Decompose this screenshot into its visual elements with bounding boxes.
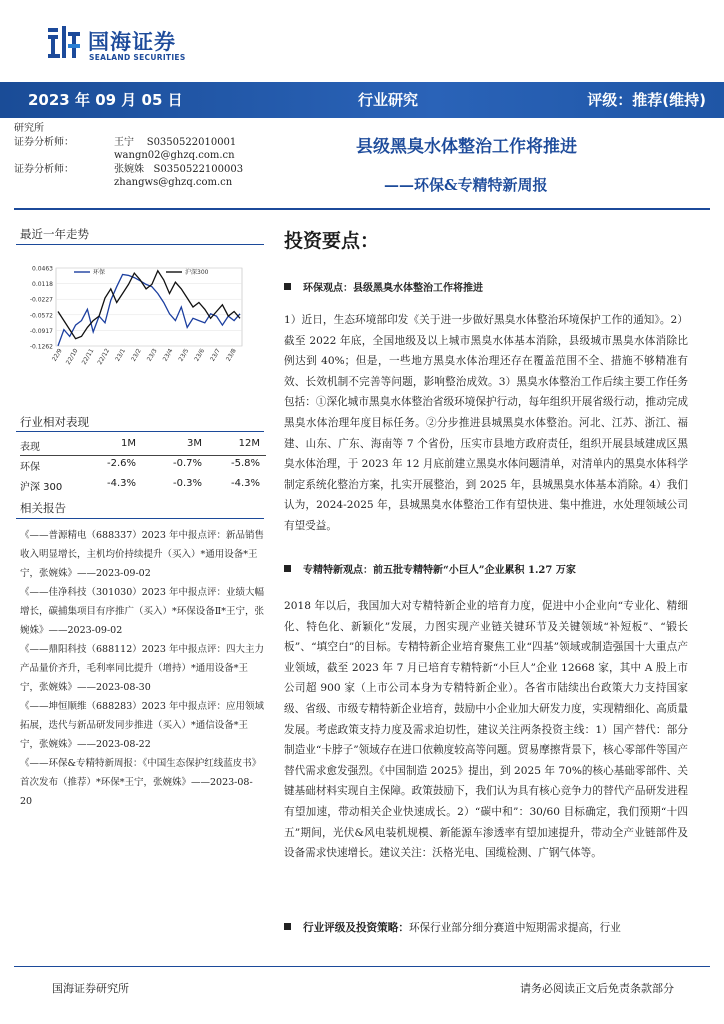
chart-x-tick-label: 23/2: [130, 347, 143, 363]
report-subtitle: ——环保&专精特新周报: [384, 176, 548, 194]
institute-label: 研究所: [14, 123, 44, 134]
trend-heading-rule: [16, 244, 264, 245]
footer-institute: 国海证券研究所: [52, 982, 129, 995]
analyst-row: [14, 163, 274, 177]
chart-x-tick-label: 23/7: [209, 347, 222, 363]
industry-rating: 评级：推荐(维持): [587, 91, 706, 109]
header-divider: [14, 208, 710, 210]
key-points-heading: 投资要点：: [284, 230, 380, 252]
section-heading-strategy: [284, 920, 621, 935]
related-reports-list: [20, 526, 264, 811]
performance-header-row: [20, 436, 266, 456]
sealand-logo-icon: [46, 24, 82, 62]
chart-x-tick-label: 22/11: [80, 347, 96, 366]
chart-x-tick-label: 23/8: [224, 347, 238, 363]
perf-header-cell: 12M: [238, 438, 260, 449]
report-title: 县级黑臭水体整治工作将推进: [356, 137, 577, 157]
analyst-cert: S0350522100003: [153, 163, 244, 175]
chart-x-tick-label: 23/4: [161, 347, 175, 363]
report-date: 2023 年 09 月 05 日: [28, 91, 183, 109]
related-reports-rule: [16, 518, 264, 519]
chart-x-tick-label: 22/10: [64, 347, 80, 366]
perf-cell: -4.3%: [106, 478, 136, 489]
perf-cell: -4.3%: [230, 478, 260, 489]
performance-heading: 行业相对表现: [20, 415, 89, 429]
chart-y-tick-label: -0.0917: [29, 327, 53, 335]
chart-y-tick-label: 0.0118: [32, 281, 53, 289]
related-reports-heading: 相关报告: [20, 501, 66, 515]
chart-legend-label: 沪深300: [185, 269, 209, 276]
chart-x-tick-label: 22/9: [50, 347, 64, 363]
analyst-name: 王宁: [114, 136, 134, 148]
analyst-email[interactable]: zhangws@ghzq.com.cn: [114, 177, 233, 188]
perf-header-cell: 1M: [121, 438, 136, 449]
section-body-env: 1）近日，生态环境部印发《关于进一步做好黑臭水体整治环境保护工作的通知》。2）截至 2022 年底，全国地级及以上城市黑臭水体基本消除，县级城市黑臭水体消除比例达到 40%；但是，一些地方黑臭水体治理还存在覆盖范围不全、措施不够精准有效、长效机制不完善等问题，影响整治成效。3）黑臭水体整治工作后续主要工作任务包括：①深化城市黑臭水体整治省级环境保护行动，每年组织开展省级行动，推动完成黑臭水体治理年度目标任务。②分步推进县城黑臭水体整治。河北、江苏、浙江、福建、山东、广东、海南等 7 个省份，压实市县地方政府责任，组织开展县域建成区黑臭水体治理，于 2023 年 12 月底前建立黑臭水体问题清单，对清单内的黑臭水体科学制定系统化整治方案，扎实开展整治，到 2025 年，县城黑臭水体基本消除。4）我们认为，2024-2025 年，县城黑臭水体整治工作有望快进、集中推进，水处理领域公司有望受益。: [284, 314, 688, 532]
analyst-email-row: [14, 149, 274, 163]
analyst-email[interactable]: wangn02@ghzq.com.cn: [114, 150, 235, 161]
analyst-row: [14, 136, 274, 150]
related-report-item[interactable]: 《——鼎阳科技（688112）2023 年中报点评：四大主力产品量价齐升，毛利率同比提升（增持）*通用设备*王宁，张婉姝》——2023-08-30: [20, 644, 264, 693]
perf-cell: 沪深 300: [20, 482, 63, 493]
analyst-email-row: [14, 176, 274, 190]
chart-x-tick-label: 23/3: [145, 347, 159, 363]
related-report-item[interactable]: 《——环保&专精特新周报：《中国生态保护红线蓝皮书》首次发布（推荐）*环保*王宁，张婉姝》——2023-08-20: [20, 758, 262, 807]
performance-heading-rule: [16, 431, 264, 432]
performance-row: [20, 456, 266, 476]
perf-cell: -2.6%: [106, 458, 136, 469]
chart-y-tick-label: 0.0463: [32, 265, 53, 273]
chart-x-tick-label: 23/1: [114, 347, 128, 363]
brand-logo: [46, 24, 246, 64]
footer-divider: [14, 966, 710, 967]
perf-cell: 环保: [20, 462, 40, 473]
perf-cell: -0.3%: [172, 478, 202, 489]
chart-y-tick-label: -0.1262: [29, 343, 53, 351]
perf-cell: -0.7%: [172, 458, 202, 469]
perf-cell: -5.8%: [230, 458, 260, 469]
chart-series-line-hs300: [58, 271, 240, 339]
performance-table: [20, 436, 266, 496]
chart-x-tick-label: 23/5: [177, 347, 191, 363]
chart-y-tick-label: -0.0572: [29, 312, 53, 320]
header-banner: [0, 82, 724, 118]
chart-y-tick-label: -0.0227: [29, 296, 53, 304]
performance-row: [20, 476, 266, 496]
chart-series-line-env: [58, 275, 240, 346]
brand-name-en: SEALAND SECURITIES: [89, 53, 186, 62]
chart-x-tick-label: 22/12: [96, 347, 112, 366]
related-report-item[interactable]: 《——普源精电（688337）2023 年中报点评：新品销售收入明显增长，主机均价持续提升（买入）*通用设备*王宁，张婉姝》——2023-09-02: [20, 530, 264, 579]
section-title: 环保观点：县级黑臭水体整治工作将推进: [303, 283, 483, 294]
analyst-name: 张婉姝: [114, 163, 144, 175]
analyst-info: [14, 122, 274, 190]
analyst-cert: S0350522010001: [146, 136, 237, 148]
chart-x-tick-label: 23/6: [193, 347, 207, 363]
analyst-label: 证券分析师：: [14, 163, 74, 175]
square-bullet-icon: [284, 923, 291, 930]
trend-chart: [16, 258, 246, 378]
report-type: 行业研究: [358, 91, 419, 109]
related-report-item[interactable]: 《——佳净科技（301030）2023 年中报点评：业绩大幅增长，碳捕集项目有序推广（买入）*环保设备Ⅱ*王宁，张婉姝》——2023-09-02: [20, 587, 264, 636]
trend-heading: 最近一年走势: [20, 227, 89, 241]
related-report-item[interactable]: 《——坤恒顺维（688283）2023 年中报点评：应用领域拓展，迭代与新品研发同步推进（买入）*通信设备*王宁，张婉姝》——2023-08-22: [20, 701, 264, 750]
analyst-label: 证券分析师：: [14, 136, 74, 148]
perf-header-cell: 表现: [20, 442, 40, 453]
trend-chart-svg: [16, 258, 246, 378]
section-heading-specialized: [284, 561, 576, 576]
square-bullet-icon: [284, 283, 291, 290]
chart-legend-label: 环保: [93, 269, 106, 276]
brand-name-cn: 国海证券: [88, 30, 176, 54]
square-bullet-icon: [284, 565, 291, 572]
section-title: 专精特新观点：前五批专精特新“小巨人”企业累积 1.27 万家: [303, 565, 576, 576]
section-body-strategy: 环保行业部分细分赛道中短期需求提高，行业: [408, 922, 621, 934]
section-heading-env: [284, 279, 483, 294]
perf-header-cell: 3M: [187, 438, 202, 449]
section-body-specialized: 2018 年以后，我国加大对专精特新企业的培育力度，促进中小企业向“专业化、精细化、特色化、新颖化”发展，力图实现产业链关键环节及关键领域“补短板”、“锻长板”、“填空白”的目标。专精特新企业培育聚焦工业“四基”领域或制造强国十大重点产业领域，截至 2023 年 7 月已培育专精特新“小巨人”企业 12668 家，其中 A 股上市公司超 900 家（上市公司本身为专精特新企业）。各省市陆续出台政策大力支持国家级、省级、市级专精特新企业培育，鼓励中小企业加大研发力度，实现精细化、高质量发展。考虑政策支持力度及需求迫切性，建议关注两条投资主线：1）国产替代：部分制造业“卡脖子”领域存在进口依赖度较高等问题。贸易摩擦背景下，核心零部件等国产替代需求愈发强烈。《中国制造 2025》提出，到 2025 年 70%的核心基础零部件、关键基础材料实现自主保障。政策鼓励下，我们认为具有核心竞争力的替代产品研发进程有望加速，带动相关企业快速成长。2）“碳中和”：30/60 目标确定，我们预期“十四五”期间，光伏&风电装机规模、新能源车渗透率有望加速提升，带动全产业链部件及设备需求快速增长。建议关注：沃格光电、国缆检测、广钢气体等。: [284, 600, 688, 860]
footer-disclaimer: 请务必阅读正文后免责条款部分: [520, 982, 674, 995]
section-title: 行业评级及投资策略：: [303, 922, 409, 934]
chart-plot-frame: [56, 268, 242, 346]
